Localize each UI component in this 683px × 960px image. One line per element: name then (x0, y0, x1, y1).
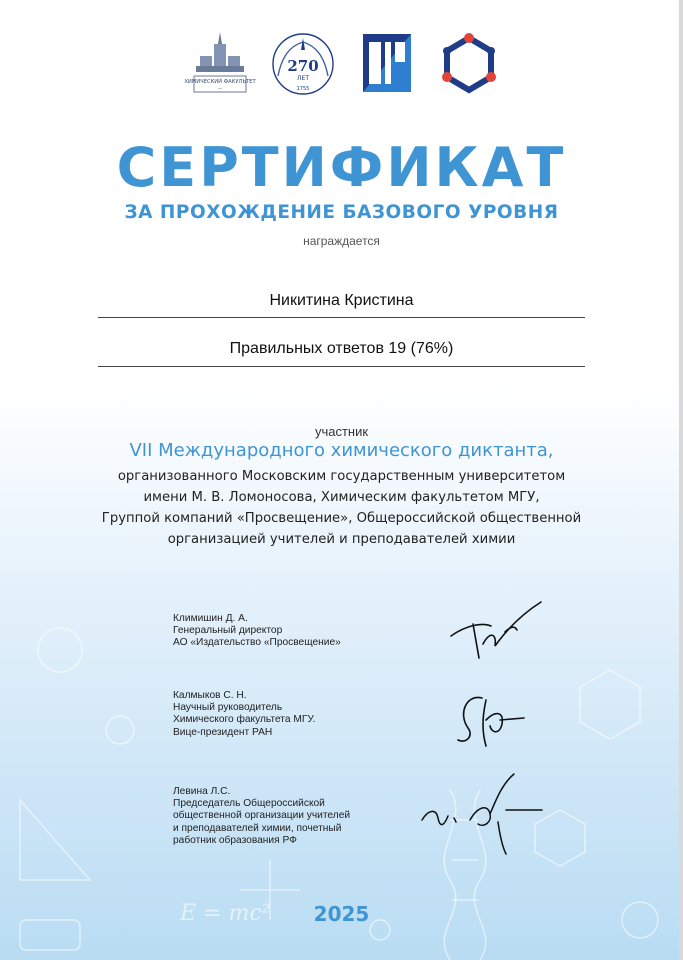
page-edge (679, 0, 683, 960)
chemistry-faculty-logo-text: ХИМИЧЕСКИЙ ФАКУЛЬТЕТ (184, 79, 256, 85)
teachers-association-logo (437, 32, 501, 96)
svg-text:—: — (217, 87, 223, 92)
signer-line: Калмыков С. Н. (173, 690, 247, 701)
signer-line: и преподавателей химии, почетный (173, 822, 342, 834)
signer-line: АО «Издательство «Просвещение» (173, 637, 341, 649)
score-field (98, 340, 585, 367)
description-line: организованного Московским государственным университетом (117, 469, 566, 484)
score-underline (98, 366, 585, 367)
watermark-formula: E = mc² (180, 901, 271, 926)
msu-270-word: ЛЕТ (297, 75, 309, 82)
signer-line: Председатель Общероссийской (173, 798, 325, 810)
chemistry-faculty-logo (184, 28, 256, 98)
signer-klimishin (173, 613, 341, 650)
msu-270-number: 270 (287, 57, 319, 75)
signature-klimishin (445, 596, 550, 666)
signer-line: Химического факультета МГУ. (173, 714, 316, 726)
description-line: имени М. В. Ломоносова, Химическим факультетом МГУ, (143, 490, 540, 505)
msu-270-logo (268, 32, 338, 96)
event-description (60, 466, 623, 550)
signer-kalmykov (173, 690, 315, 739)
certificate-year: 2025 (313, 902, 370, 926)
msu-270-year: 1755 (296, 86, 310, 92)
signer-line: Научный руководитель (173, 702, 283, 714)
certificate-title: СЕРТИФИКАТ (116, 136, 567, 199)
event-name: VII Международного химического диктанта, (129, 440, 554, 461)
signer-line: Генеральный директор (173, 625, 283, 637)
signer-line: работник образования РФ (173, 834, 297, 846)
recipient-name: Никитина Кристина (269, 292, 414, 309)
signer-line: Вице-президент РАН (173, 726, 273, 738)
signer-line: Левина Л.С. (173, 786, 231, 797)
signature-levina (418, 770, 548, 856)
recipient-name-field (98, 292, 585, 318)
prosveshchenie-logo (363, 34, 411, 92)
watermark-doodles (0, 560, 683, 960)
description-line: организацией учителей и преподавателей химии (167, 532, 516, 547)
prosveshchenie-logo-text: П (386, 90, 388, 91)
description-line: Группой компаний «Просвещение», Общероссийской общественной (101, 511, 582, 526)
signer-levina (173, 786, 350, 847)
participant-label: участник (314, 424, 369, 439)
awarded-label: награждается (303, 234, 380, 248)
signer-line: общественной организации учителей (173, 810, 351, 822)
signer-line: Климишин Д. А. (173, 613, 248, 624)
partner-logos (0, 28, 683, 98)
score-text: Правильных ответов 19 (76%) (229, 340, 454, 357)
signature-kalmykov (452, 690, 532, 752)
certificate-subtitle: ЗА ПРОХОЖДЕНИЕ БАЗОВОГО УРОВНЯ (124, 202, 559, 223)
recipient-name-underline (98, 317, 585, 318)
